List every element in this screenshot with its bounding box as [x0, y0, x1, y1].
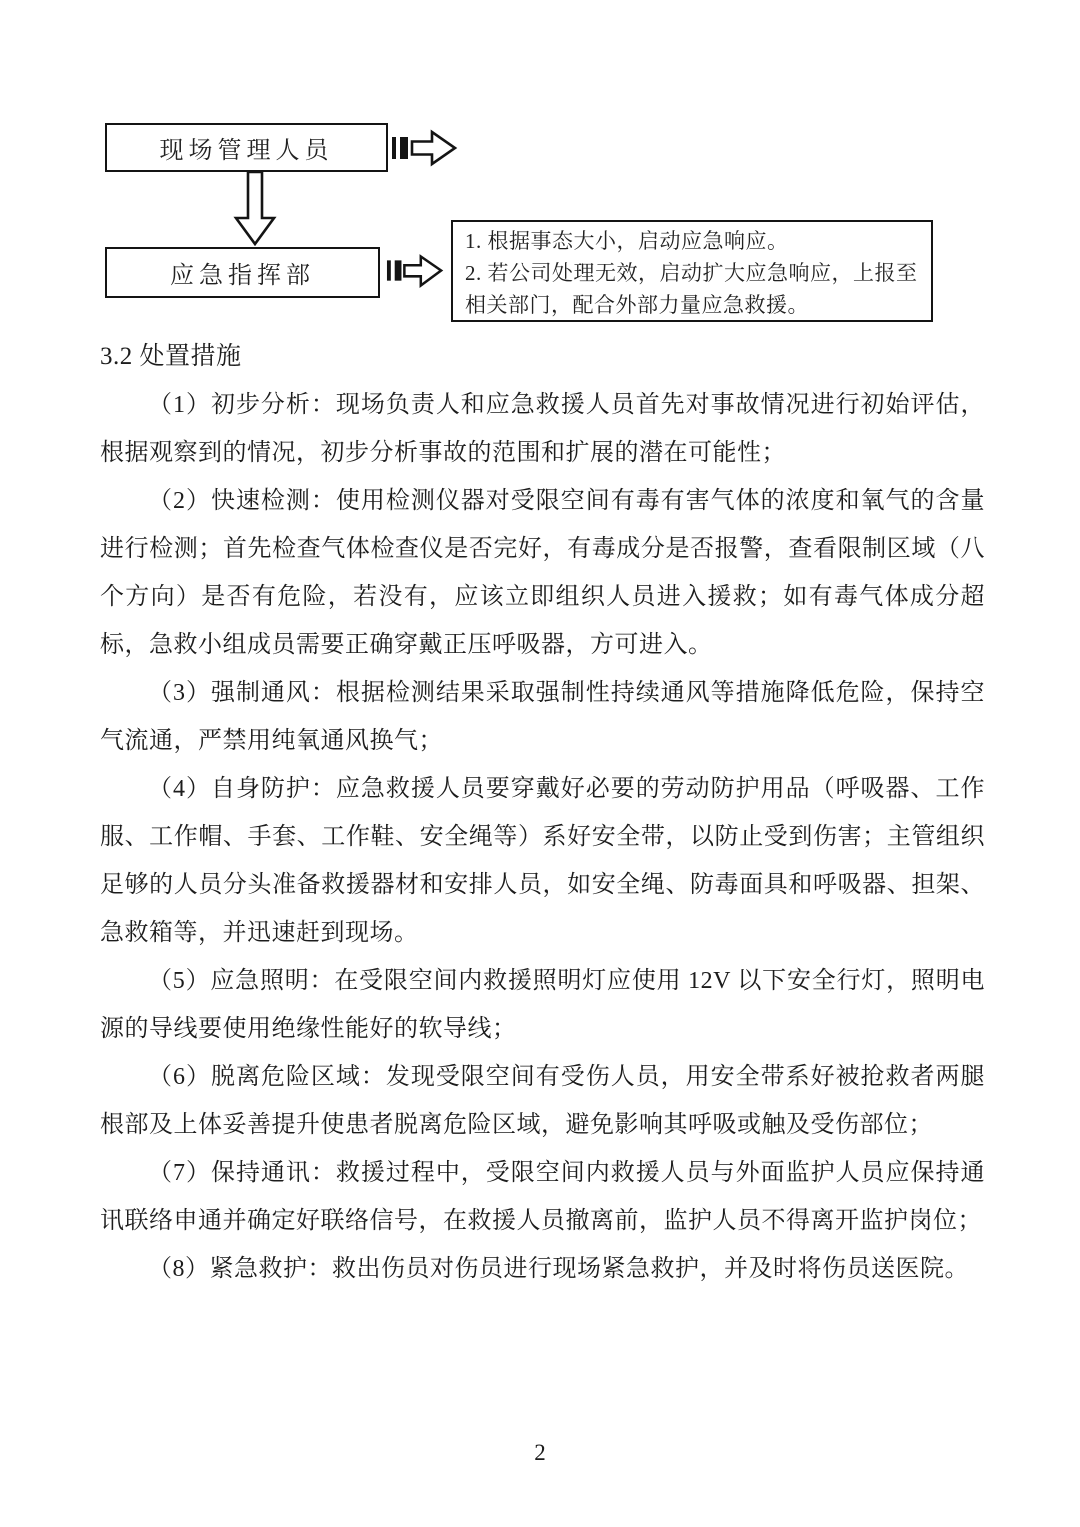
paragraph-initial-analysis: （1）初步分析：现场负责人和应急救援人员首先对事故情况进行初始评估，根据观察到的情况，初步分析事故的范围和扩展的潜在可能性；: [100, 392, 985, 466]
flow-box-site-management-label: 现场管理人员: [159, 138, 334, 164]
page-number: 2: [534, 1440, 546, 1465]
flow-box-command-center-label: 应急指挥部: [170, 263, 315, 289]
paragraph-emergency-rescue: （8）紧急救护：救出伤员对伤员进行现场紧急救护，并及时将伤员送医院。: [148, 1256, 969, 1282]
paragraph-leave-danger-zone: （6）脱离危险区域：发现受限空间有受伤人员，用安全带系好被抢救者两腿根部及上体妥善提升使患者脱离危险区域，避免影响其呼吸或触及受伤部位；: [100, 1064, 985, 1138]
paragraph-emergency-lighting: （5）应急照明：在受限空间内救援照明灯应使用 12V 以下安全行灯，照明电源的导线要使用绝缘性能好的软导线；: [100, 968, 985, 1042]
response-note-box: [451, 220, 933, 322]
down-block-arrow-icon: [232, 171, 278, 246]
note-line: 1. 根据事态大小，启动应急响应。: [465, 229, 789, 253]
emergency-response-flowchart: [0, 0, 1080, 330]
paragraph-forced-ventilation: （3）强制通风：根据检测结果采取强制性持续通风等措施降低危险，保持空气流通，严禁用纯氧通风换气；: [100, 680, 985, 754]
paragraph-self-protection: （4）自身防护：应急救援人员要穿戴好必要的劳动防护用品（呼吸器、工作服、工作帽、手套、工作鞋、安全绳等）系好安全带，以防止受到伤害；主管组织足够的人员分头准备救援器材和安排人员，如安全绳、防毒面具和呼吸器、担架、急救箱等，并迅速赶到现场。: [100, 776, 985, 946]
paragraph-keep-communication: （7）保持通讯：救援过程中，受限空间内救援人员与外面监护人员应保持通讯联络申通并确定好联络信号，在救援人员撤离前，监护人员不得离开监护岗位；: [100, 1160, 985, 1234]
flow-box-command-center: [105, 247, 380, 298]
note-line: 2. 若公司处理无效，启动扩大应急响应，上报至相关部门，配合外部力量应急救援。: [465, 261, 918, 317]
flow-box-site-management: [105, 123, 388, 172]
paragraph-rapid-detection: （2）快速检测：使用检测仪器对受限空间有毒有害气体的浓度和氧气的含量进行检测；首先检查气体检查仪是否完好，有毒成分是否报警，查看限制区域（八个方向）是否有危险，若没有，应该立即组织人员进入援救；如有毒气体成分超标，急救小组成员需要正确穿戴正压呼吸器，方可进入。: [100, 488, 985, 658]
striped-right-arrow-icon: [386, 253, 444, 289]
section-heading: 3.2 处置措施: [100, 343, 242, 370]
section-body: [100, 333, 985, 1293]
striped-right-arrow-icon: [391, 129, 459, 167]
